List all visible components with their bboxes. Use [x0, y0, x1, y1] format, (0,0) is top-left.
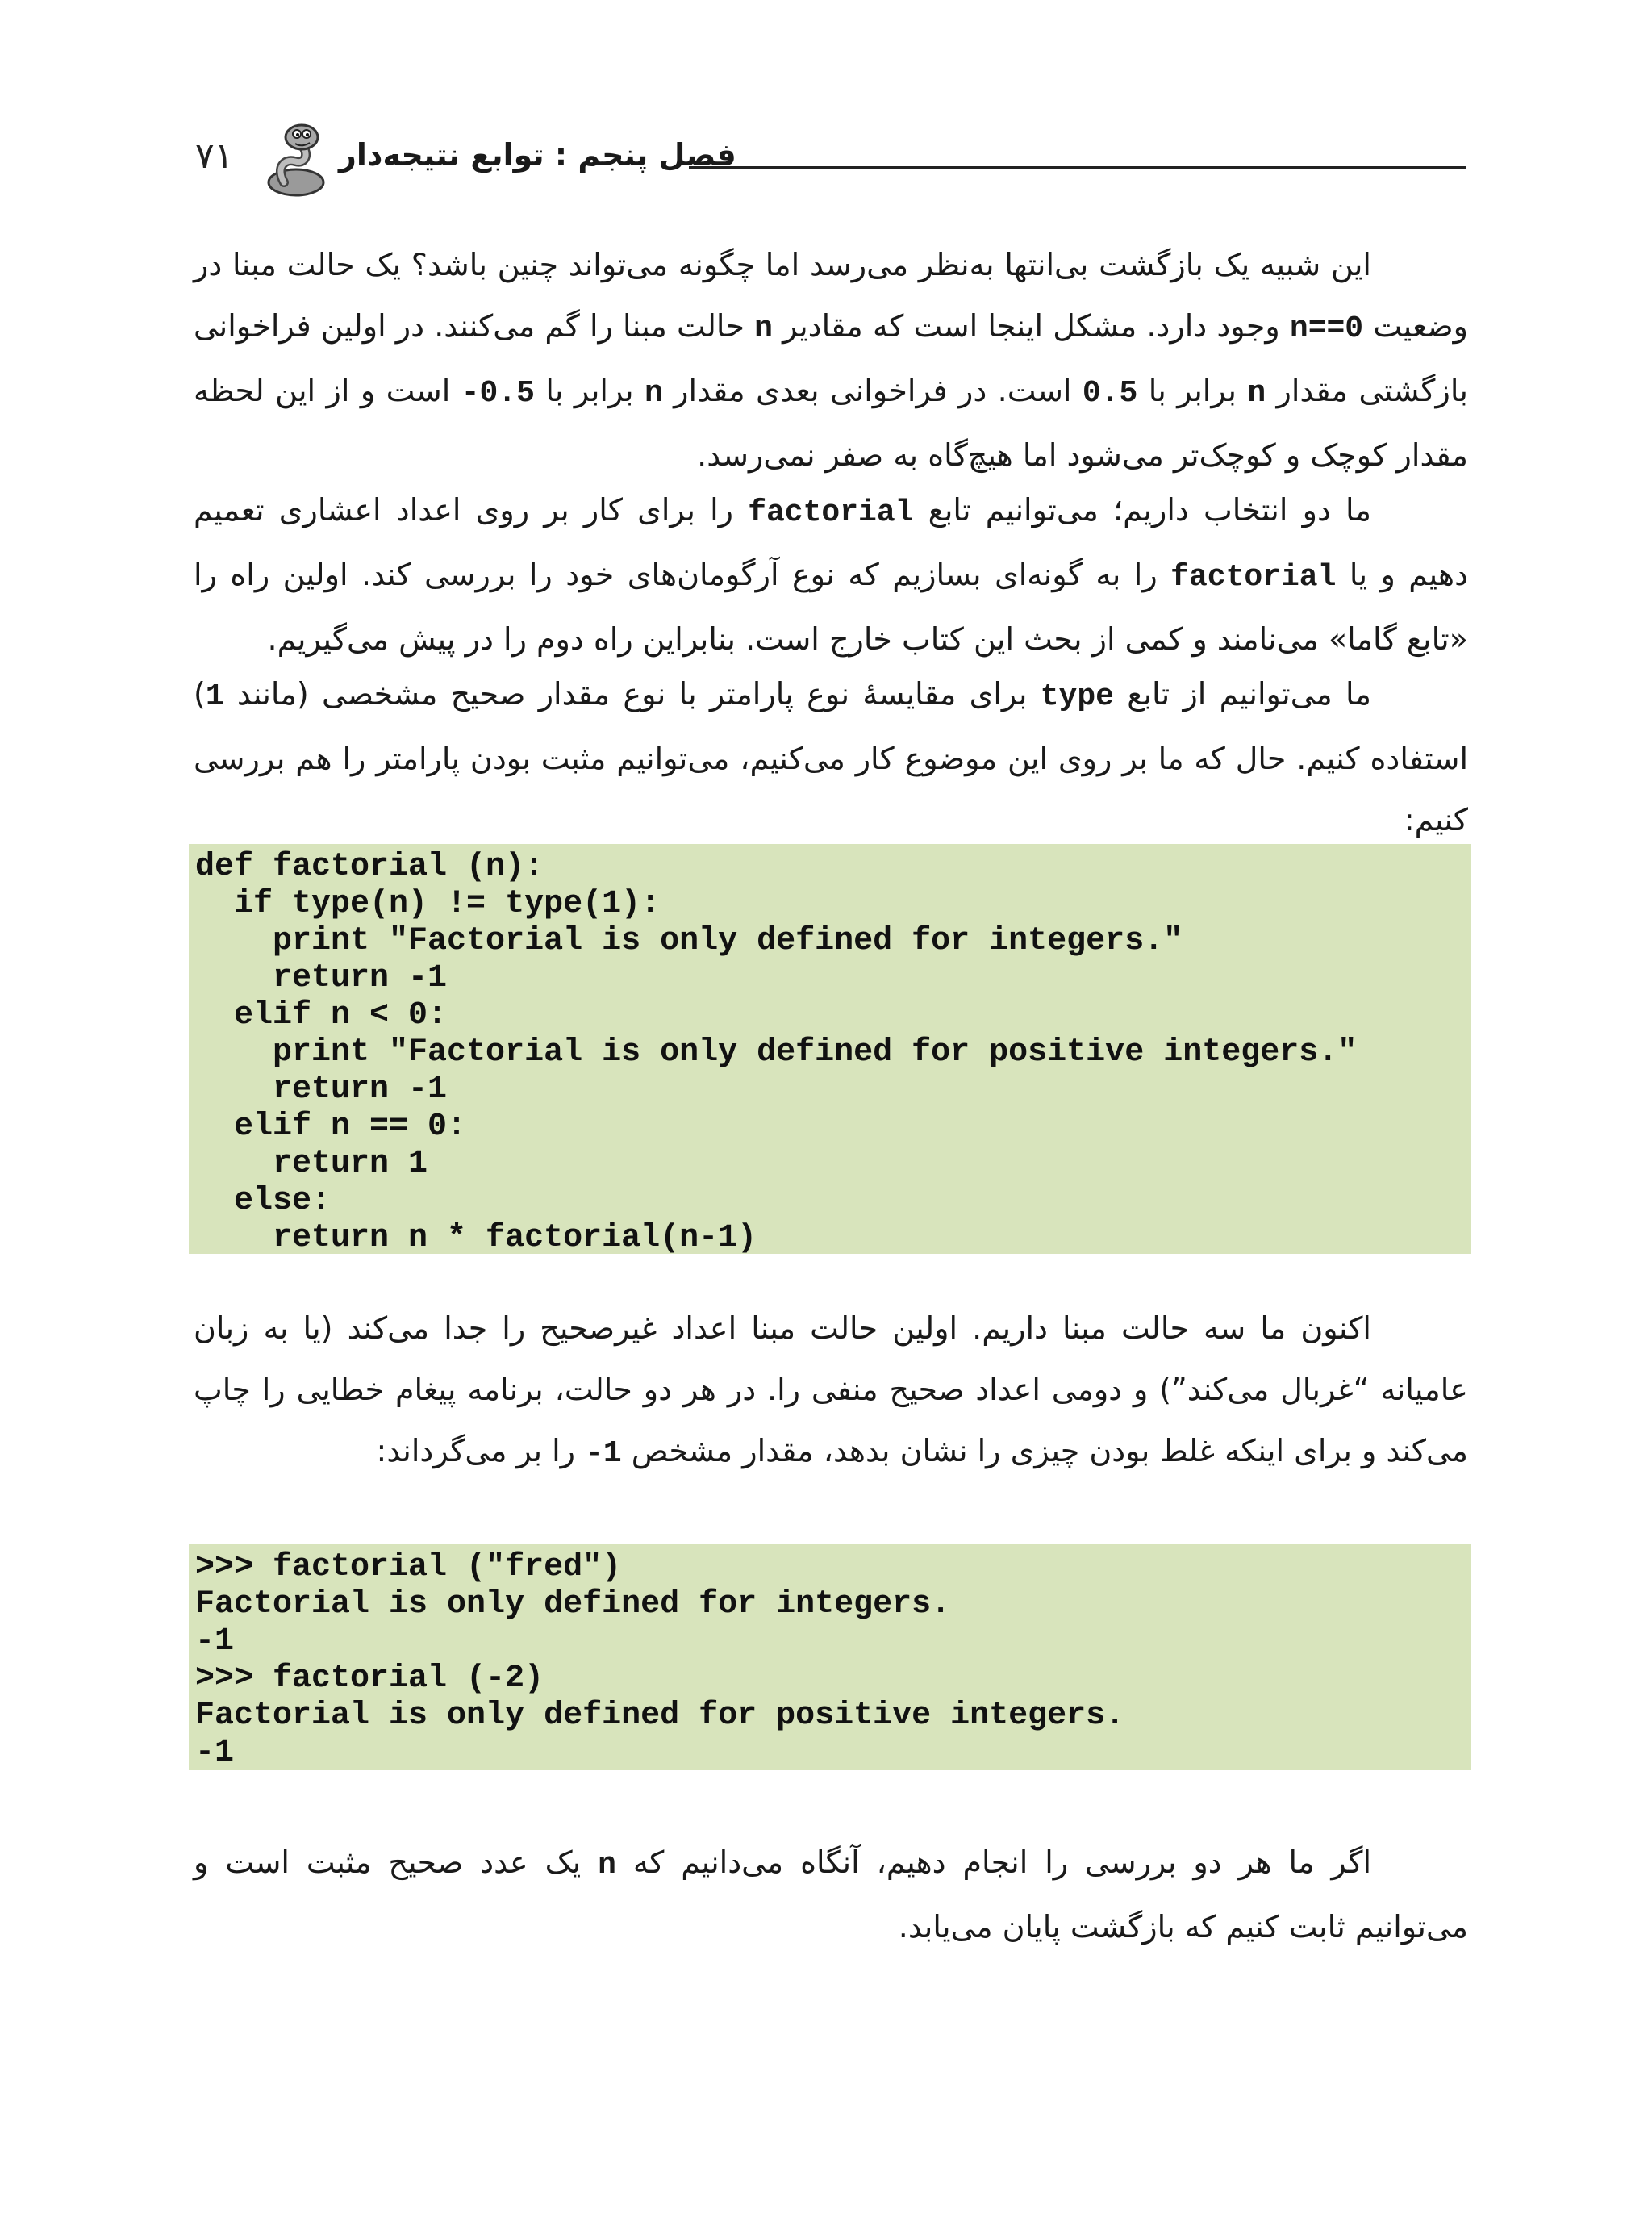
page-header — [189, 113, 1466, 210]
paragraph-type-check — [194, 663, 1468, 850]
inline-code: 0.5 — [1082, 376, 1138, 411]
code-line: def factorial (n): — [195, 849, 544, 885]
paragraph-text: اکنون ما سه حالت مبنا داریم. اولین حالت مبنا اعداد غیرصحیح را جدا می‌کند (یا به زبان عامیانه “غربال می‌کند”) و دومی اعداد صحیح منفی را. در هر دو حالت، برنامه پیغام خطایی را چاپ می‌کند و برای اینکه غلط بودن چیزی را نشان بدهد، مقدار مشخص — [194, 1310, 1468, 1468]
code-line: return 1 — [195, 1146, 428, 1182]
inline-code: type — [1040, 679, 1114, 714]
inline-code: -1 — [585, 1436, 622, 1471]
page-number: ۷۱ — [195, 136, 234, 177]
inline-code: factorial — [1170, 560, 1337, 595]
paragraph-text: برابر با — [534, 373, 645, 408]
inline-code: n — [644, 376, 663, 411]
code-block-factorial — [189, 844, 1471, 1254]
paragraph-text: را بر می‌گرداند: — [376, 1433, 586, 1468]
paragraph-recursion — [194, 234, 1468, 486]
paragraph-conclusion — [194, 1832, 1468, 1957]
inline-code: n==0 — [1289, 311, 1364, 346]
paragraph-text: است و از این لحظه مقدار کوچک و کوچک‌تر می‌شود اما هیچ‌گاه به صفر نمی‌رسد. — [194, 373, 1468, 473]
code-line: -1 — [195, 1735, 235, 1771]
header-rule — [689, 166, 1466, 169]
paragraph-text: ) استفاده کنیم. حال که ما بر روی این موضوع کار می‌کنیم، می‌توانیم مثبت بودن پارامتر را هم بررسی کنیم: — [194, 676, 1468, 838]
paragraph-text: را به گونه‌ای بسازیم که نوع آرگومان‌های خود را بررسی کند. اولین راه را «تابع گاما» می‌نامند و کمی از بحث این کتاب خارج است. بنابراین راه دوم را در پیش می‌گیریم. — [194, 557, 1468, 657]
paragraph-text: برای مقایسهٔ نوع پارامتر با نوع مقدار صحیح مشخصی (مانند — [223, 676, 1041, 712]
paragraph-text: ما دو انتخاب داریم؛ می‌توانیم تابع — [913, 492, 1371, 528]
code-line: print "Factorial is only defined for integers." — [195, 923, 1183, 959]
inline-code: factorial — [748, 495, 914, 530]
paragraph-options — [194, 479, 1468, 670]
paragraph-text: برابر با — [1137, 373, 1248, 408]
snake-mascot-icon — [260, 119, 332, 200]
code-line: -1 — [195, 1623, 235, 1660]
inline-code: n — [754, 311, 773, 346]
paragraph-text: ما می‌توانیم از تابع — [1113, 676, 1371, 712]
paragraph-base-cases — [194, 1297, 1468, 1485]
code-line: return -1 — [195, 1072, 448, 1108]
paragraph-text: را برای کار بر روی اعداد اعشاری تعمیم دهیم و یا — [194, 492, 1468, 592]
code-line: elif n < 0: — [195, 997, 448, 1034]
code-line: >>> factorial (-2) — [195, 1661, 544, 1697]
code-line: >>> factorial ("fred") — [195, 1549, 622, 1585]
paragraph-text: یک عدد صحیح مثبت است و می‌توانیم ثابت کنیم که بازگشت پایان می‌یابد. — [194, 1844, 1468, 1945]
code-line: Factorial is only defined for positive integers. — [195, 1698, 1125, 1734]
code-line: Factorial is only defined for integers. — [195, 1586, 951, 1623]
code-line: return -1 — [195, 960, 448, 996]
paragraph-text: اگر ما هر دو بررسی را انجام دهیم، آنگاه می‌دانیم که — [615, 1844, 1372, 1880]
inline-code: n — [1247, 376, 1266, 411]
code-line: else: — [195, 1183, 332, 1219]
inline-code: -0.5 — [461, 376, 535, 411]
paragraph-text: است. در فراخوانی بعدی مقدار — [662, 373, 1083, 408]
code-line: return n * factorial(n-1) — [195, 1220, 757, 1256]
inline-code: 1 — [205, 679, 224, 714]
code-block-session — [189, 1544, 1471, 1770]
paragraph-text: این شبیه یک بازگشت بی‌انتها به‌نظر می‌رسد اما چگونه می‌تواند چنین باشد؟ یک حالت مبنا در وضعیت — [194, 247, 1468, 344]
code-line: if type(n) != type(1): — [195, 886, 661, 922]
code-line: elif n == 0: — [195, 1109, 467, 1145]
code-line: print "Factorial is only defined for positive integers." — [195, 1034, 1358, 1071]
paragraph-text: حالت مبنا را گم می‌کنند. در اولین فراخوانی بازگشتی مقدار — [194, 308, 1468, 408]
chapter-title: فصل پنجم : توابع نتیجه‌دار — [339, 137, 736, 173]
inline-code: n — [598, 1848, 616, 1882]
paragraph-text: وجود دارد. مشکل اینجا است که مقادیر — [772, 308, 1290, 344]
